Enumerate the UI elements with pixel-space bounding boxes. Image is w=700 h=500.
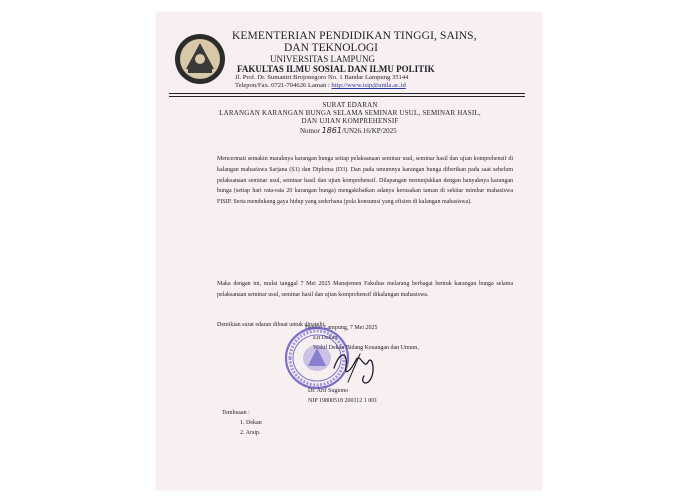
- letterhead-rule-thick: [169, 93, 525, 94]
- signer-nip: NIP 19800518 200112 1 001: [308, 398, 378, 404]
- letterhead: [232, 30, 522, 90]
- number-label: Nomor: [300, 127, 320, 135]
- cc-label: Tembusan :: [222, 410, 250, 416]
- letter-type: SURAT EDARAN: [322, 101, 378, 109]
- on-behalf: a.n Dekan: [313, 335, 338, 341]
- paragraph-3: Demikian surat edaran dibuat untuk dipatuhi.: [217, 322, 326, 328]
- place-date: Bandar Lampung, 7 Mei 2025: [305, 325, 378, 331]
- letter-number: [300, 126, 397, 135]
- university-name: UNIVERSITAS LAMPUNG: [270, 54, 376, 64]
- subject-line-2: DAN UJIAN KOMPREHENSIF: [301, 117, 399, 125]
- ministry-line-2: DAN TEKNOLOGI: [284, 42, 379, 54]
- number-suffix: /UN26.16/KP/2025: [341, 127, 397, 135]
- contact: [232, 82, 522, 90]
- handwritten-signature: [330, 342, 390, 390]
- ministry-line-1: KEMENTERIAN PENDIDIKAN TINGGI, SAINS,: [232, 30, 477, 42]
- paragraph-2: Maka dengan ini, mulai tanggal 7 Mei 2025 Manajemen Fakultas melarang berbagai bentuk karangan bunga selama pelaksanaan seminar usul, seminar hasil dan ujian komprehensif dikalangan mahasiswa.: [217, 281, 513, 298]
- letter-title: [180, 101, 520, 125]
- number-handwritten: 1861: [321, 126, 342, 135]
- faculty-name: FAKULTAS ILMU SOSIAL DAN ILMU POLITIK: [237, 64, 435, 74]
- cc-item: 2. Arsip.: [240, 430, 261, 436]
- address: Jl. Prof. Dr. Sumantri Brojonegoro No. 1 Bandar Lampung 35144: [235, 74, 409, 81]
- signer-name-block: [308, 386, 377, 406]
- contact-phone: Telepon/Fax. 0721-704626 Laman :: [235, 82, 332, 89]
- website-link[interactable]: http://www.isip@unila.ac.id: [331, 82, 406, 89]
- cc-item: 1. Dekan: [240, 420, 262, 426]
- signer-name: Dr. Arif Sugiono: [308, 388, 349, 394]
- university-logo: [174, 33, 226, 85]
- subject-line-1: LARANGAN KARANGAN BUNGA SELAMA SEMINAR USUL, SEMINAR HASIL,: [219, 109, 481, 117]
- signer-position: Wakil Dekan Bidang Keuangan dan Umum,: [313, 345, 419, 351]
- paragraph-1: Mencermati semakin maraknya karangan bunga setiap pelaksanaan seminar usul, seminar hasil dan ujian komprehensif di kalangan mahasiswa Sarjana (S1) dan Diploma (D3). Dan pada umumnya karangan bunga diberikan pada saat sebelum pelaksanaan seminar usul, seminar hasil dan ujian komprehensif. Dilapangan menunjukkan dengan banyaknya karangan bunga (setiap hari rata-rata 20 karangan bunga) mengakibatkan adanya kerusakan taman di sekitar mimbar mahasiswa FISIP. Serta mendukung gaya hidup yang sederhana (pola konsumsi yang efisien di kalangan mahasiswa).: [217, 156, 513, 206]
- letterhead-rule-thin: [169, 96, 525, 97]
- cc-block: [222, 408, 262, 438]
